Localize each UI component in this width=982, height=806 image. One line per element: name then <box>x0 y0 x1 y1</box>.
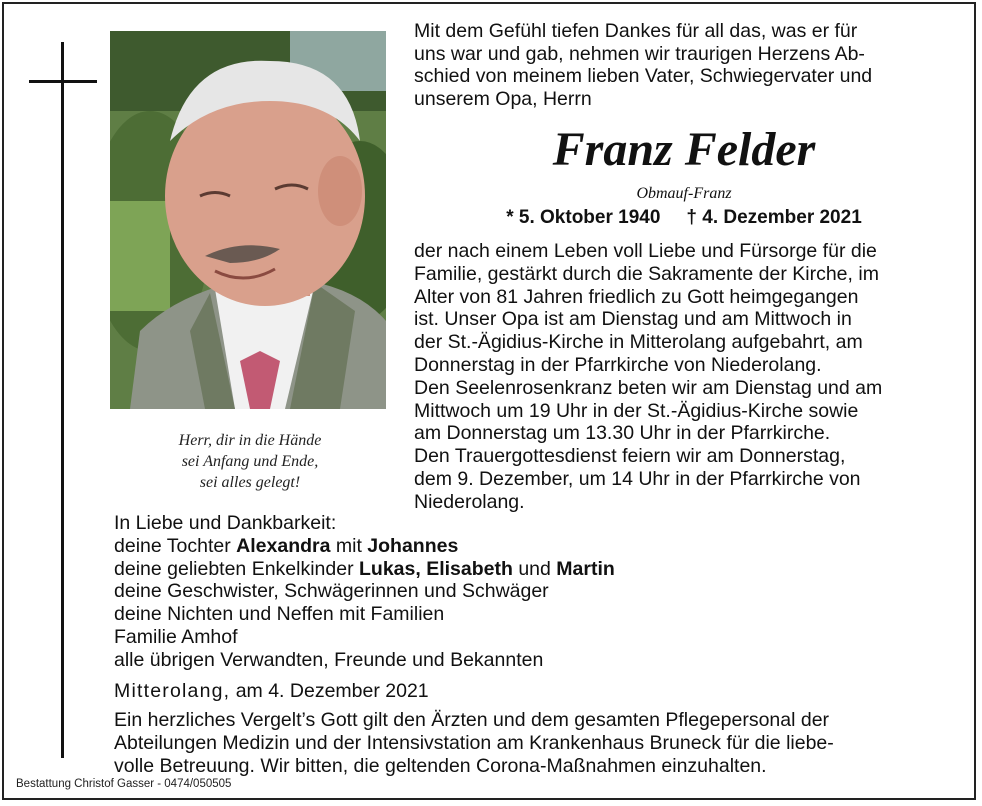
body-line: Alter von 81 Jahren friedlich zu Gott heimgegangen <box>414 285 859 308</box>
intro-line: uns war und gab, nehmen wir traurigen Herzens Ab- <box>414 42 865 65</box>
intro-paragraph <box>414 20 954 110</box>
body-line: dem 9. Dezember, um 14 Uhr in der Pfarrkirche von <box>414 467 861 490</box>
portrait-photo <box>110 31 386 409</box>
body-line: Den Seelenrosenkranz beten wir am Dienstag und am <box>414 376 883 399</box>
mourner-text: deine Tochter <box>114 534 237 557</box>
place-date <box>114 680 429 703</box>
quote-line: Herr, dir in die Hände <box>178 432 322 449</box>
thanks-line: Ein herzliches Vergelt’s Gott gilt den Ärzten und dem gesamten Pflegepersonal der <box>114 709 830 731</box>
mourner-amhof: Familie Amhof <box>114 625 238 648</box>
body-line: Mittwoch um 19 Uhr in der St.-Ägidius-Kirche sowie <box>414 399 859 422</box>
intro-line: unserem Opa, Herrn <box>414 87 592 110</box>
body-line: Niederolang. <box>414 490 525 513</box>
body-line: Donnerstag in der Pfarrkirche von Niederolang. <box>414 353 822 376</box>
death-date: † 4. Dezember 2021 <box>686 207 862 228</box>
mourner-name: Johannes <box>367 534 459 557</box>
mourner-name: Alexandra <box>236 534 331 557</box>
body-paragraph <box>414 240 954 514</box>
mourners-opening: In Liebe und Dankbarkeit: <box>114 512 337 534</box>
deceased-name: Franz Felder <box>552 123 816 176</box>
mourner-name: Martin <box>556 557 615 580</box>
cross-icon-vertical <box>61 42 64 758</box>
mourner-grandchildren <box>114 558 954 581</box>
quote-line: sei Anfang und Ende, <box>181 453 319 470</box>
thanks-paragraph <box>114 709 954 777</box>
thanks-line: volle Betreuung. Wir bitten, die geltenden Corona-Maßnahmen einzuhalten. <box>114 754 767 777</box>
mourner-others: alle übrigen Verwandten, Freunde und Bekannten <box>114 648 544 671</box>
prayer-quote <box>120 430 380 493</box>
body-line: Familie, gestärkt durch die Sakramente der Kirche, im <box>414 262 879 285</box>
intro-line: schied von meinem lieben Vater, Schwiegervater und <box>414 65 873 88</box>
body-line: der nach einem Leben voll Liebe und Fürsorge für die <box>414 240 877 262</box>
body-line: ist. Unser Opa ist am Dienstag und am Mittwoch in <box>414 308 852 331</box>
body-line: am Donnerstag um 13.30 Uhr in der Pfarrkirche. <box>414 422 831 445</box>
mourners-list <box>114 512 954 672</box>
place-name: Mitterolang, <box>114 680 231 702</box>
intro-line: Mit dem Gefühl tiefen Dankes für all das, was er für <box>414 20 858 42</box>
body-line: Den Trauergottesdienst feiern wir am Donnerstag, <box>414 445 846 468</box>
birth-date: * 5. Oktober 1940 <box>506 207 661 228</box>
mourner-nieces: deine Nichten und Neffen mit Familien <box>114 603 445 626</box>
mourner-text: mit <box>330 534 368 557</box>
body-line: der St.-Ägidius-Kirche in Mitterolang aufgebahrt, am <box>414 331 863 354</box>
mourner-daughter <box>114 535 954 558</box>
cross-icon-horizontal <box>29 80 97 83</box>
life-dates <box>414 205 954 231</box>
mourner-name: Lukas, Elisabeth <box>359 557 513 580</box>
notice-date: am 4. Dezember 2021 <box>235 680 429 702</box>
mourner-siblings: deine Geschwister, Schwägerinnen und Schwäger <box>114 580 549 603</box>
thanks-line: Abteilungen Medizin und der Intensivstation am Krankenhaus Bruneck für die liebe- <box>114 731 834 754</box>
quote-line: sei alles gelegt! <box>199 474 301 491</box>
mourner-text: deine geliebten Enkelkinder <box>114 557 360 580</box>
mourner-text: und <box>512 557 557 580</box>
deceased-nickname: Obmauf-Franz <box>636 185 732 202</box>
portrait-illustration <box>110 31 386 409</box>
funeral-home-footer: Bestattung Christof Gasser - 0474/050505 <box>16 778 232 790</box>
